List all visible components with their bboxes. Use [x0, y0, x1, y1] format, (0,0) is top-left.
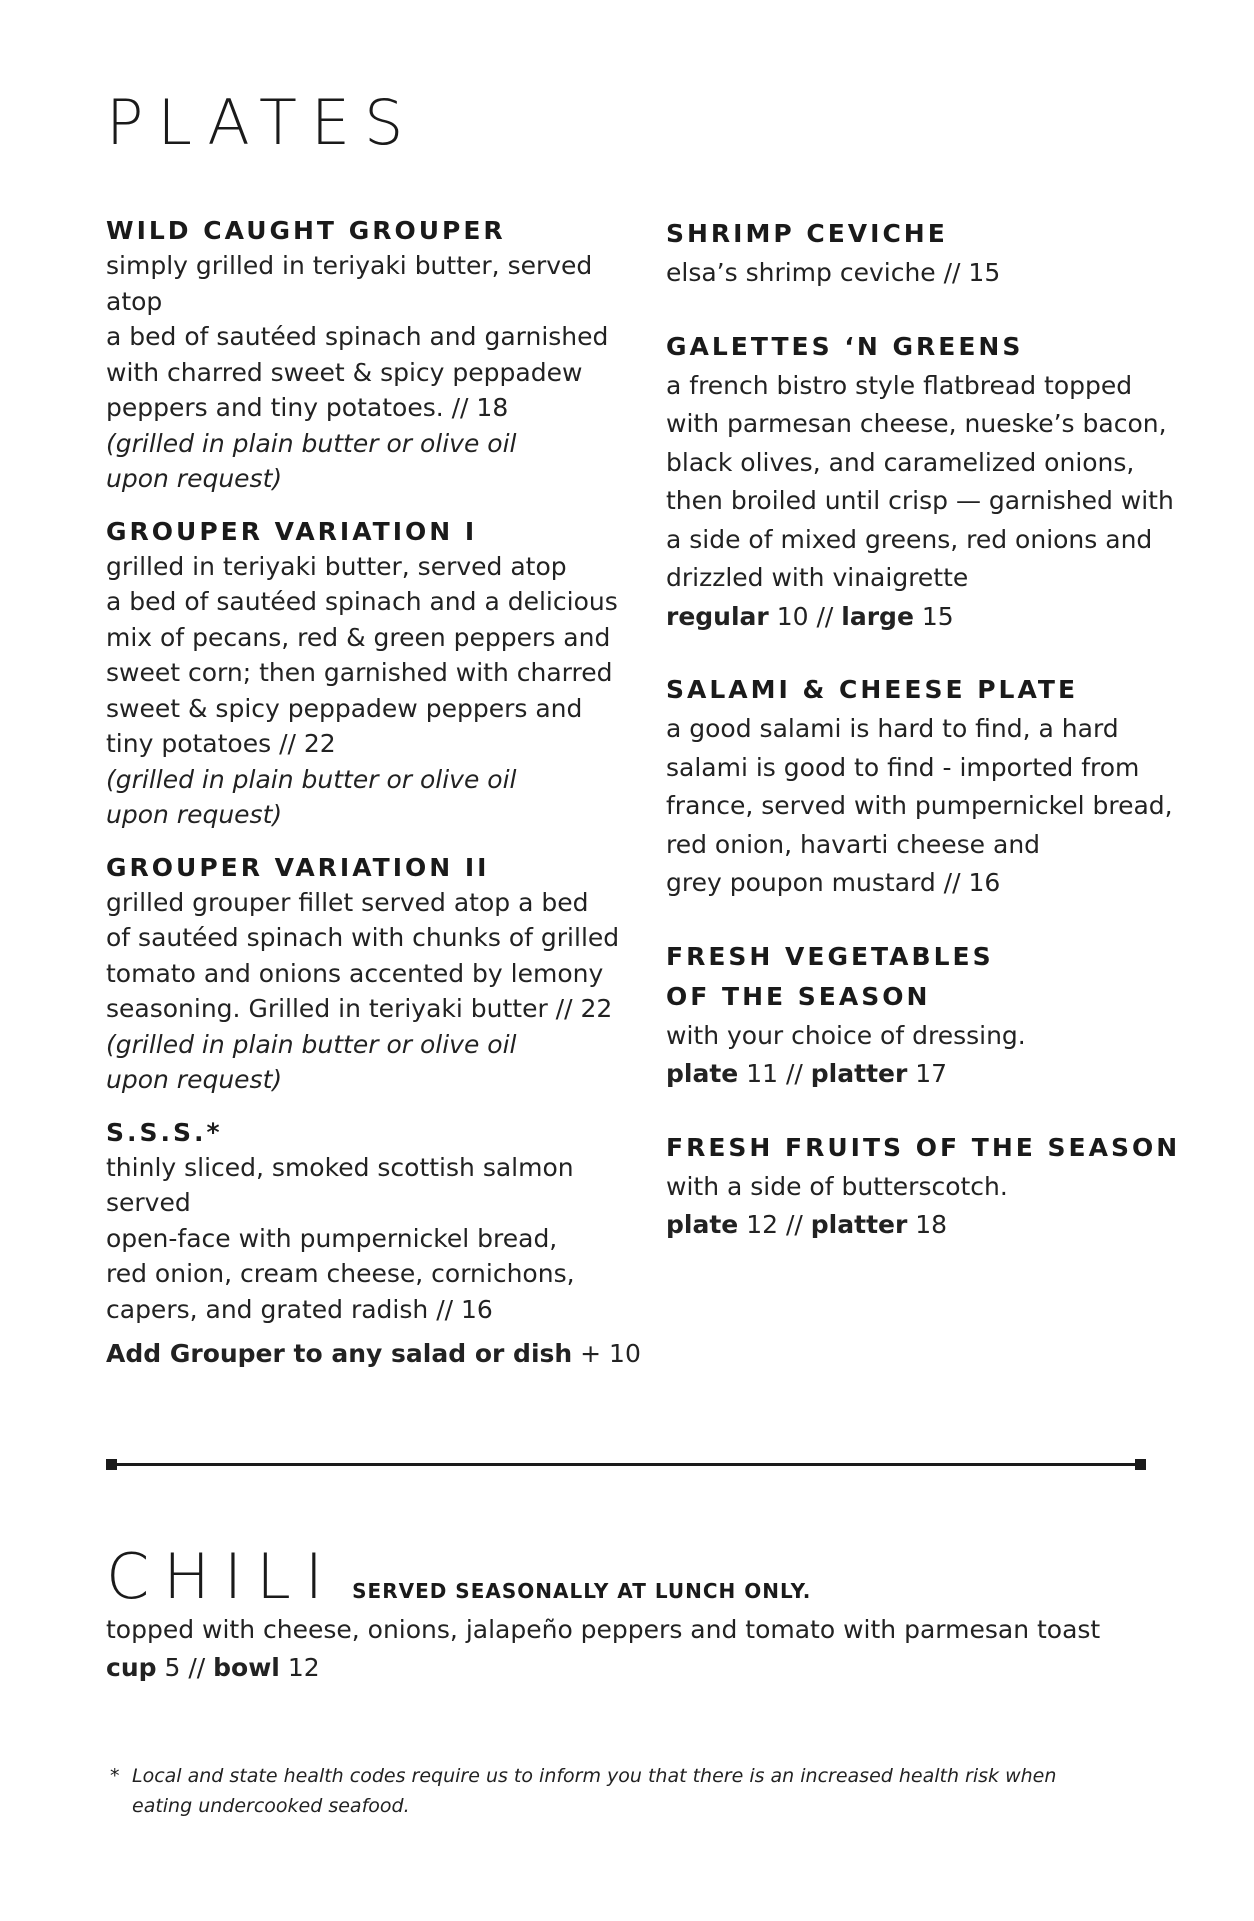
price-separator: // — [785, 1210, 803, 1239]
item-description-line: with a side of butterscotch. — [666, 1171, 1008, 1201]
chili-title: CHILI — [106, 1540, 338, 1613]
item-name: FRESH VEGETABLES — [666, 941, 994, 971]
price-label: platter — [810, 1059, 908, 1088]
menu-item-grouper-variation-1 — [106, 515, 636, 833]
item-prices — [666, 598, 1186, 637]
menu-item-fresh-vegetables — [666, 937, 1186, 1094]
menu-item-salami-cheese-plate — [666, 670, 1186, 903]
item-name: GALETTES ‘N GREENS — [666, 331, 1024, 361]
price-separator: // — [785, 1059, 803, 1088]
item-description-line: elsa’s shrimp ceviche // 15 — [666, 258, 1001, 287]
item-description-line: a side of mixed greens, red onions and — [666, 524, 1153, 554]
price-value: 12 — [287, 1653, 320, 1682]
item-description-line: grilled grouper fillet served atop a bed — [106, 887, 589, 917]
addon-price: + 10 — [580, 1339, 641, 1368]
chili-header — [106, 1540, 812, 1613]
menu-item-wild-caught-grouper — [106, 214, 636, 497]
item-note-line: (grilled in plain butter or olive oil — [106, 1029, 517, 1059]
item-name: SALAMI & CHEESE PLATE — [666, 675, 1079, 704]
menu-column-right — [666, 214, 1186, 1245]
menu-item-sss — [106, 1116, 636, 1328]
item-description-line: a french bistro style flatbread topped — [666, 370, 1133, 400]
price-label: plate — [666, 1210, 739, 1239]
item-description-line: with charred sweet & spicy peppadew — [106, 357, 583, 387]
item-description-line: tomato and onions accented by lemony — [106, 958, 604, 988]
item-description-line: a good salami is hard to find, a hard — [666, 714, 1119, 743]
item-description-line: with parmesan cheese, nueske’s bacon, — [666, 409, 1167, 438]
item-name: SHRIMP CEVICHE — [666, 219, 948, 248]
item-description-line: black olives, and caramelized onions, — [666, 447, 1135, 477]
menu-item-shrimp-ceviche — [666, 214, 1186, 293]
item-description-line: a bed of sautéed spinach and garnished — [106, 322, 609, 351]
item-description-line: of sautéed spinach with chunks of grilled — [106, 923, 620, 952]
item-description-line: sweet & spicy peppadew peppers and — [106, 693, 583, 723]
page-title: PLATES — [106, 86, 418, 159]
price-separator: // — [188, 1653, 206, 1682]
item-note-line: upon request) — [106, 800, 283, 829]
price-value: 12 — [746, 1210, 779, 1239]
footnote-line: Local and state health codes require us to inform you that there is an increased health risk when — [132, 1765, 1057, 1787]
price-value: 11 — [746, 1059, 779, 1088]
price-separator: // — [816, 601, 834, 631]
price-label: bowl — [213, 1653, 280, 1682]
footnote-line: eating undercooked seafood. — [132, 1795, 410, 1817]
price-value: 17 — [915, 1059, 948, 1088]
price-value: 10 — [776, 601, 809, 631]
item-name: FRESH FRUITS OF THE SEASON — [666, 1132, 1181, 1162]
item-description-line: capers, and grated radish // 16 — [106, 1294, 493, 1324]
item-description-line: sweet corn; then garnished with charred — [106, 658, 613, 687]
menu-item-fresh-fruits — [666, 1128, 1186, 1245]
chili-description: topped with cheese, onions, jalapeño peppers and tomato with parmesan toast — [106, 1615, 1101, 1644]
item-prices — [666, 1206, 1186, 1245]
item-name: GROUPER VARIATION I — [106, 516, 478, 546]
price-label: large — [841, 601, 914, 631]
price-value: 5 — [164, 1653, 181, 1682]
item-description-line: drizzled with vinaigrette — [666, 563, 969, 592]
addon-note — [106, 1336, 641, 1372]
item-description-line: seasoning. Grilled in teriyaki butter // 22 — [106, 994, 613, 1023]
item-description-line: grilled in teriyaki butter, served atop — [106, 551, 567, 581]
item-description-line: france, served with pumpernickel bread, — [666, 791, 1173, 820]
item-note-line: (grilled in plain butter or olive oil — [106, 764, 517, 794]
item-name: OF THE SEASON — [666, 981, 931, 1011]
footnote-marker: * — [110, 1765, 120, 1787]
item-description-line: red onion, havarti cheese and — [666, 829, 1041, 859]
price-value: 15 — [921, 601, 954, 631]
menu-column-left — [106, 214, 636, 1327]
item-description-line: mix of pecans, red & green peppers and — [106, 622, 611, 652]
item-note-line: upon request) — [106, 1065, 283, 1094]
item-description-line: a bed of sautéed spinach and a delicious — [106, 587, 618, 616]
item-name: GROUPER VARIATION II — [106, 852, 490, 882]
item-note-line: upon request) — [106, 464, 283, 493]
item-description-line: red onion, cream cheese, cornichons, — [106, 1259, 575, 1288]
price-label: regular — [666, 601, 769, 631]
item-name: WILD CAUGHT GROUPER — [106, 216, 506, 245]
divider-end-cap — [1135, 1459, 1146, 1470]
chili-prices — [106, 1649, 320, 1687]
item-description-line: open-face with pumpernickel bread, — [106, 1223, 558, 1253]
item-description-line: grey poupon mustard // 16 — [666, 868, 1001, 897]
section-divider — [106, 1457, 1146, 1471]
price-value: 18 — [915, 1210, 948, 1239]
addon-label: Add Grouper to any salad or dish — [106, 1339, 573, 1368]
divider-line — [114, 1463, 1138, 1466]
item-note-line: (grilled in plain butter or olive oil — [106, 428, 517, 458]
item-description-line: then broiled until crisp — garnished with — [666, 486, 1174, 515]
price-label: platter — [810, 1210, 908, 1239]
item-description-line: simply grilled in teriyaki butter, served atop — [106, 251, 593, 316]
chili-subtitle: SERVED SEASONALLY AT LUNCH ONLY. — [352, 1579, 812, 1603]
item-description-line: salami is good to find - imported from — [666, 752, 1140, 782]
item-prices — [666, 1055, 1186, 1094]
item-description-line: peppers and tiny potatoes. // 18 — [106, 393, 509, 422]
item-description-line: thinly sliced, smoked scottish salmon served — [106, 1152, 574, 1217]
footnote — [106, 1761, 1106, 1821]
menu-item-galettes-n-greens — [666, 327, 1186, 637]
menu-item-grouper-variation-2 — [106, 851, 636, 1098]
price-label: plate — [666, 1059, 739, 1088]
price-label: cup — [106, 1653, 157, 1682]
item-name: S.S.S.* — [106, 1117, 223, 1147]
item-description-line: tiny potatoes // 22 — [106, 729, 336, 758]
item-description-line: with your choice of dressing. — [666, 1020, 1026, 1050]
